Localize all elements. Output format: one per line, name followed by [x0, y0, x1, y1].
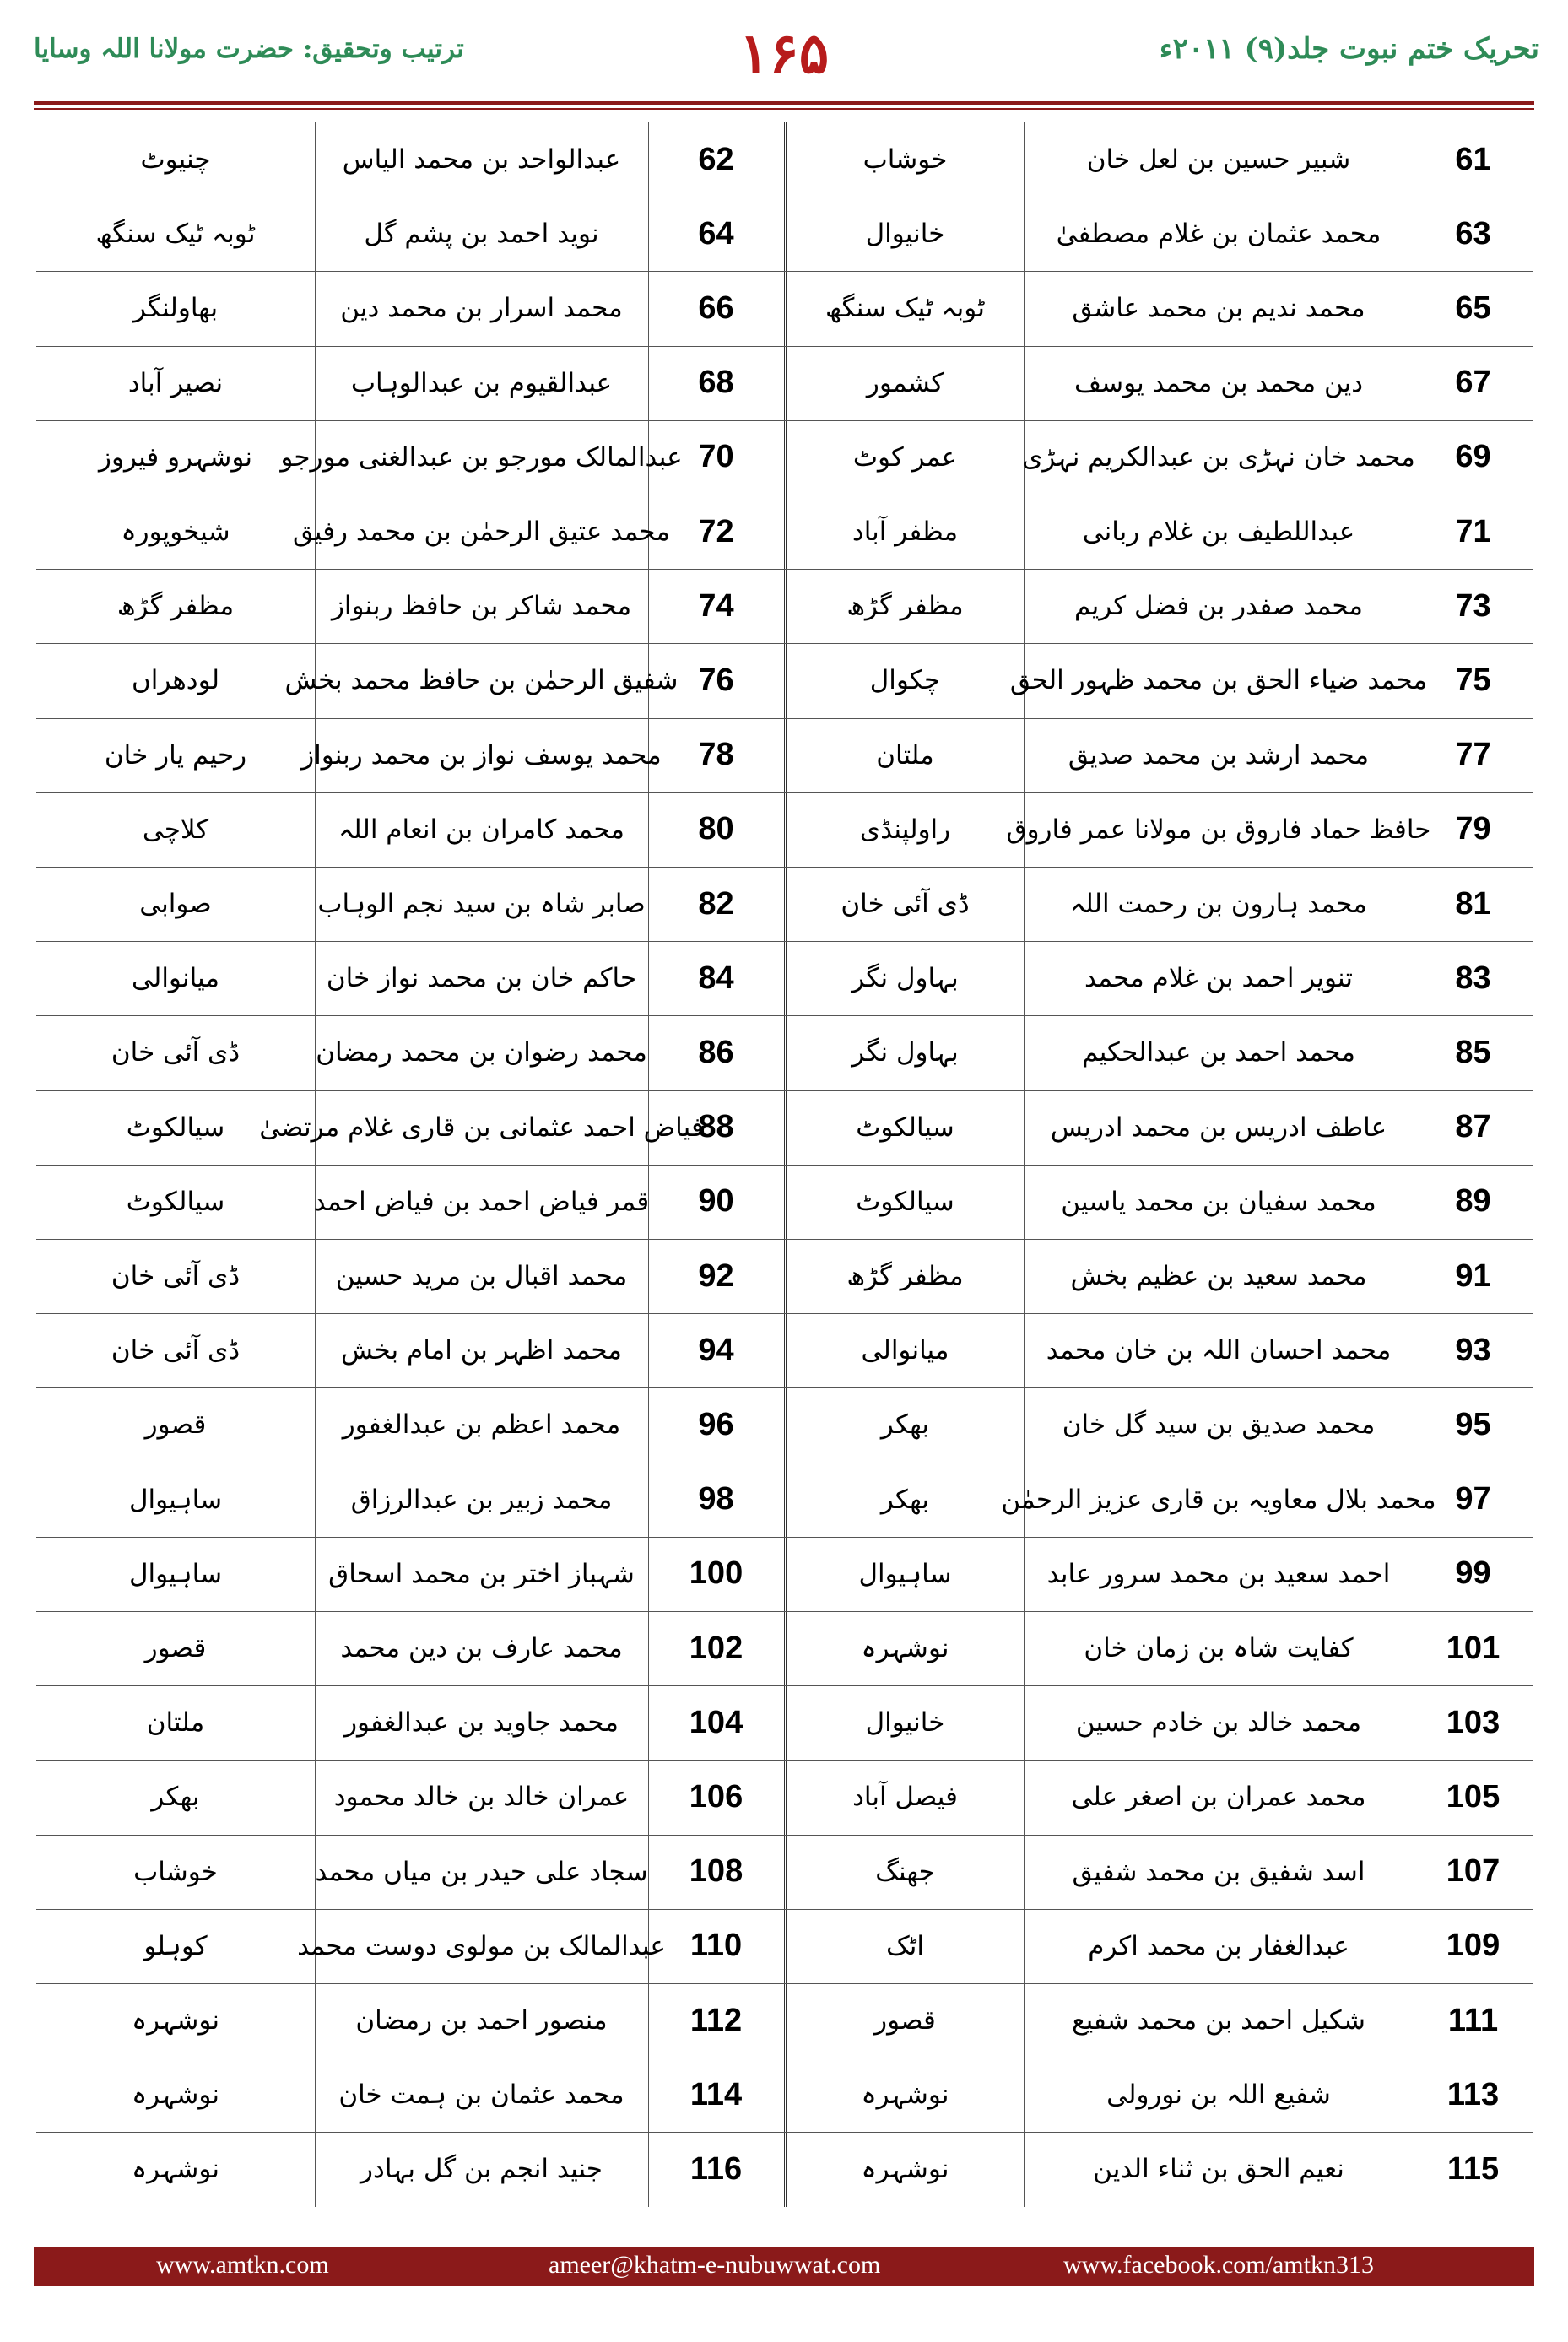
place-cell: مظفر آباد	[852, 517, 959, 547]
place-cell: کوہلو	[143, 1930, 208, 1961]
serial-number: 61	[1455, 141, 1491, 177]
name-cell: شبیر حسین بن لعل خان	[1086, 144, 1351, 175]
place-cell: خانیوال	[865, 1707, 945, 1739]
table-row	[36, 2058, 1533, 2132]
place-cell: نوشہرہ	[131, 2154, 220, 2185]
name-cell: قمر فیاض احمد بن فیاض احمد	[313, 1186, 650, 1217]
serial-number: 82	[698, 885, 734, 922]
name-cell: شفیق الرحمٰن بن حافظ محمد بخش	[284, 665, 679, 696]
name-cell: نوید احمد بن پشم گل	[364, 219, 599, 250]
place-cell: ڈی آئی خان	[111, 1335, 241, 1366]
serial-number: 69	[1455, 439, 1491, 475]
place-cell: ساہیوال	[128, 1484, 223, 1515]
name-cell: محمد یوسف نواز بن محمد ربنواز	[301, 739, 662, 771]
serial-number: 93	[1455, 1332, 1491, 1368]
place-cell: نصیر آباد	[127, 367, 224, 398]
table-row	[36, 1983, 1533, 2058]
place-cell: کشمور	[866, 367, 944, 398]
table-row	[36, 1387, 1533, 1462]
table-row	[36, 1313, 1533, 1387]
name-cell: شہباز اختر بن محمد اسحاق	[328, 1558, 635, 1589]
place-cell: ڈی آئی خان	[111, 1037, 241, 1068]
serial-number: 78	[698, 737, 734, 773]
place-cell: خوشاب	[133, 1856, 218, 1887]
serial-number: 115	[1446, 2150, 1500, 2187]
name-cell: عبدالمالک بن مولوی دوست محمد	[297, 1930, 666, 1961]
table-row	[36, 420, 1533, 495]
serial-number: 71	[1455, 513, 1491, 549]
name-cell: حافظ حماد فاروق بن مولانا عمر فاروق	[1006, 814, 1431, 845]
serial-number: 107	[1446, 1853, 1500, 1890]
name-cell: عاطف ادریس بن محمد ادریس	[1050, 1112, 1387, 1143]
serial-number: 74	[698, 587, 734, 624]
name-cell: محمد اسرار بن محمد دین	[340, 293, 623, 324]
place-cell: مظفر گڑھ	[116, 591, 235, 622]
footer-website-link[interactable]: www.amtkn.com	[156, 2251, 329, 2279]
name-cell: محمد عتیق الرحمٰن بن محمد رفیق	[292, 517, 671, 547]
table-row	[36, 197, 1533, 271]
serial-number: 114	[689, 2076, 743, 2112]
place-cell: چکوال	[869, 665, 941, 696]
name-cell: محمد ضیاء الحق بن محمد ظہور الحق	[1009, 665, 1428, 696]
name-cell: محمد صدیق بن سید گل خان	[1062, 1409, 1376, 1441]
place-cell: راولپنڈی	[859, 814, 951, 845]
table-row	[36, 1685, 1533, 1760]
serial-number: 92	[698, 1258, 734, 1294]
place-cell: بھاولنگر	[132, 293, 219, 324]
place-cell: نوشہرہ	[131, 2005, 220, 2036]
name-cell: شفیع اللہ بن نورولی	[1106, 2080, 1331, 2111]
serial-number: 87	[1455, 1109, 1491, 1145]
name-cell: محمد اقبال بن مرید حسین	[335, 1261, 628, 1291]
place-cell: کلاچی	[142, 814, 209, 845]
serial-number: 64	[698, 215, 734, 252]
place-cell: ٹوبہ ٹیک سنگھ	[95, 219, 256, 250]
table-row	[36, 1909, 1533, 1983]
name-cell: محمد رضوان بن محمد رمضان	[316, 1037, 647, 1068]
name-cell: محمد جاوید بن عبدالغفور	[344, 1707, 619, 1739]
place-cell: ساہیوال	[128, 1558, 223, 1589]
serial-number: 98	[698, 1481, 734, 1517]
page-header	[0, 0, 1568, 105]
name-cell: محمد سفیان بن محمد یاسین	[1061, 1186, 1376, 1217]
place-cell: بھکر	[880, 1409, 930, 1441]
name-cell: سجاد علی حیدر بن میاں محمد	[315, 1856, 648, 1887]
name-cell: فیاض احمد عثمانی بن قاری غلام مرتضیٰ	[259, 1112, 704, 1143]
table-row	[36, 1239, 1533, 1313]
names-table	[36, 122, 1533, 2207]
name-cell: محمد سعید بن عظیم بخش	[1070, 1261, 1367, 1291]
place-cell: صوابی	[139, 889, 212, 919]
serial-number: 112	[689, 2002, 743, 2038]
serial-number: 103	[1446, 1704, 1500, 1740]
place-cell: میانوالی	[861, 1335, 949, 1366]
serial-number: 66	[698, 289, 734, 326]
place-cell: ساہیوال	[858, 1558, 952, 1589]
serial-number: 63	[1455, 215, 1491, 252]
place-cell: فیصل آباد	[852, 1782, 958, 1813]
name-cell: کفایت شاہ بن زمان خان	[1084, 1633, 1354, 1663]
place-cell: بہاول نگر	[852, 1037, 959, 1068]
name-cell: حاکم خان بن محمد نواز خان	[326, 963, 637, 994]
serial-number: 106	[689, 1778, 743, 1815]
name-cell: عبداللطیف بن غلام ربانی	[1082, 517, 1355, 547]
table-row	[36, 1463, 1533, 1537]
place-cell: بھکر	[880, 1484, 930, 1515]
place-cell: خوشاب	[862, 144, 948, 175]
name-cell: محمد ہارون بن رحمت اللہ	[1070, 889, 1367, 919]
table-row	[36, 718, 1533, 792]
name-cell: عبدالمالک مورجو بن عبدالغنی مورجو	[280, 441, 683, 473]
name-cell: تنویر احمد بن غلام محمد	[1084, 963, 1354, 994]
serial-number: 79	[1455, 811, 1491, 847]
place-cell: عمر کوٹ	[852, 441, 958, 473]
table-row	[36, 792, 1533, 867]
place-cell: خانیوال	[865, 219, 945, 250]
name-cell: محمد ندیم بن محمد عاشق	[1072, 293, 1365, 324]
name-cell: محمد اعظم بن عبدالغفور	[342, 1409, 621, 1441]
place-cell: قصور	[144, 1633, 207, 1663]
serial-number: 95	[1455, 1406, 1491, 1442]
place-cell: شیخوپورہ	[121, 517, 230, 547]
name-cell: نعیم الحق بن ثناء الدین	[1093, 2154, 1344, 2185]
serial-number: 72	[698, 513, 734, 549]
name-cell: عبدالواحد بن محمد الیاس	[342, 144, 621, 175]
footer-facebook-link[interactable]: www.facebook.com/amtkn313	[1063, 2251, 1374, 2279]
serial-number: 110	[689, 1928, 743, 1964]
serial-number: 73	[1455, 587, 1491, 624]
name-cell: عمران خالد بن خالد محمود	[333, 1782, 630, 1813]
serial-number: 67	[1455, 365, 1491, 401]
serial-number: 111	[1447, 2002, 1499, 2038]
place-cell: مظفر گڑھ	[846, 1261, 964, 1291]
table-row	[36, 1015, 1533, 1090]
table-row	[36, 2132, 1533, 2206]
name-cell: منصور احمد بن رمضان	[355, 2005, 608, 2036]
serial-number: 108	[689, 1853, 743, 1890]
table-row	[36, 346, 1533, 420]
name-cell: محمد عارف بن دین محمد	[340, 1633, 623, 1663]
table-row	[36, 271, 1533, 345]
serial-number: 81	[1455, 885, 1491, 922]
name-cell: محمد اظہر بن امام بخش	[340, 1335, 623, 1366]
place-cell: چنیوٹ	[140, 144, 211, 175]
footer-email-link[interactable]: ameer@khatm-e-nubuwwat.com	[549, 2251, 881, 2279]
serial-number: 101	[1446, 1630, 1500, 1666]
table-row	[36, 122, 1533, 197]
place-cell: جھنگ	[875, 1856, 935, 1887]
serial-number: 65	[1455, 289, 1491, 326]
table-row	[36, 1760, 1533, 1834]
place-cell: نوشہرہ	[131, 2080, 220, 2111]
place-cell: بھکر	[151, 1782, 200, 1813]
table-row	[36, 1165, 1533, 1239]
name-cell: اسد شفیق بن محمد شفیق	[1072, 1856, 1365, 1887]
table-row	[36, 643, 1533, 717]
place-cell: سیالکوٹ	[856, 1186, 954, 1217]
serial-number: 102	[689, 1630, 743, 1666]
book-title: تحریک ختم نبوت جلد(۹) ۲۰۱۱ء	[1159, 32, 1539, 66]
table-row	[36, 1835, 1533, 1909]
place-cell: مظفر گڑھ	[846, 591, 964, 622]
compiler-credit: ترتیب وتحقیق: حضرت مولانا اللہ وسایا	[34, 34, 464, 64]
name-cell: عبدالغفار بن محمد اکرم	[1088, 1930, 1349, 1961]
name-cell: محمد خالد بن خادم حسین	[1075, 1707, 1362, 1739]
serial-number: 68	[698, 365, 734, 401]
place-cell: ڈی آئی خان	[841, 889, 970, 919]
place-cell: میانوالی	[132, 963, 219, 994]
serial-number: 80	[698, 811, 734, 847]
serial-number: 97	[1455, 1481, 1491, 1517]
serial-number: 104	[689, 1704, 743, 1740]
name-cell: صابر شاہ بن سید نجم الوہاب	[317, 889, 646, 919]
serial-number: 89	[1455, 1183, 1491, 1220]
serial-number: 90	[698, 1183, 734, 1220]
table-row	[36, 1537, 1533, 1611]
name-cell: محمد کامران بن انعام اللہ	[338, 814, 625, 845]
name-cell: جنید انجم بن گل بہادر	[360, 2154, 603, 2185]
place-cell: سیالکوٹ	[856, 1112, 954, 1143]
table-row	[36, 941, 1533, 1015]
name-cell: محمد شاکر بن حافظ ربنواز	[331, 591, 632, 622]
serial-number: 88	[698, 1109, 734, 1145]
place-cell: رحیم یار خان	[104, 739, 247, 771]
serial-number: 83	[1455, 960, 1491, 996]
serial-number: 70	[698, 439, 734, 475]
serial-number: 96	[698, 1406, 734, 1442]
place-cell: لودھراں	[131, 665, 220, 696]
name-cell: محمد عمران بن اصغر علی	[1071, 1782, 1366, 1813]
serial-number: 75	[1455, 662, 1491, 698]
name-cell: محمد صفدر بن فضل کریم	[1074, 591, 1363, 622]
header-rule	[34, 101, 1534, 105]
place-cell: ٹوبہ ٹیک سنگھ	[825, 293, 985, 324]
place-cell: نوشہرہ	[861, 2080, 949, 2111]
page-footer	[34, 2247, 1534, 2286]
serial-number: 62	[698, 141, 734, 177]
serial-number: 109	[1446, 1928, 1500, 1964]
name-cell: محمد بلال معاویہ بن قاری عزیز الرحمٰن	[1001, 1484, 1436, 1515]
place-cell: ملتان	[876, 739, 934, 771]
name-cell: محمد احمد بن عبدالحکیم	[1082, 1037, 1355, 1068]
page-number: ۱۶۵	[738, 20, 830, 86]
name-cell: محمد ارشد بن محمد صدیق	[1068, 739, 1370, 771]
serial-number: 77	[1455, 737, 1491, 773]
place-cell: قصور	[144, 1409, 207, 1441]
serial-number: 113	[1446, 2076, 1500, 2112]
table-row	[36, 569, 1533, 643]
place-cell: نوشہرو فیروز	[99, 441, 252, 473]
place-cell: بہاول نگر	[852, 963, 959, 994]
serial-number: 91	[1455, 1258, 1491, 1294]
name-cell: محمد خان نہڑی بن عبدالکریم نہڑی	[1022, 441, 1415, 473]
name-cell: احمد سعید بن محمد سرور عابد	[1046, 1558, 1391, 1589]
name-cell: محمد زبیر بن عبدالرزاق	[350, 1484, 613, 1515]
serial-number: 85	[1455, 1034, 1491, 1070]
place-cell: نوشہرہ	[861, 2154, 949, 2185]
serial-number: 76	[698, 662, 734, 698]
place-cell: سیالکوٹ	[126, 1186, 225, 1217]
table-row	[36, 1611, 1533, 1685]
header-rule-thin	[34, 108, 1534, 110]
name-cell: شکیل احمد بن محمد شفیع	[1072, 2005, 1365, 2036]
place-cell: قصور	[874, 2005, 936, 2036]
place-cell: ڈی آئی خان	[111, 1261, 241, 1291]
place-cell: ملتان	[146, 1707, 205, 1739]
serial-number: 86	[698, 1034, 734, 1070]
serial-number: 84	[698, 960, 734, 996]
place-cell: سیالکوٹ	[126, 1112, 225, 1143]
serial-number: 116	[689, 2150, 743, 2187]
place-cell: اٹک	[886, 1930, 924, 1961]
name-cell: دین محمد بن محمد یوسف	[1074, 367, 1363, 398]
name-cell: عبدالقیوم بن عبدالوہاب	[350, 367, 613, 398]
name-cell: محمد عثمان بن غلام مصطفیٰ	[1056, 219, 1381, 250]
table-row	[36, 495, 1533, 569]
serial-number: 105	[1446, 1778, 1500, 1815]
name-cell: محمد عثمان بن ہمت خان	[338, 2080, 624, 2111]
serial-number: 99	[1455, 1555, 1491, 1592]
place-cell: نوشہرہ	[861, 1633, 949, 1663]
serial-number: 100	[689, 1555, 743, 1592]
serial-number: 94	[698, 1332, 734, 1368]
table-row	[36, 867, 1533, 941]
table-row	[36, 1090, 1533, 1165]
name-cell: محمد احسان اللہ بن خان محمد	[1046, 1335, 1392, 1366]
